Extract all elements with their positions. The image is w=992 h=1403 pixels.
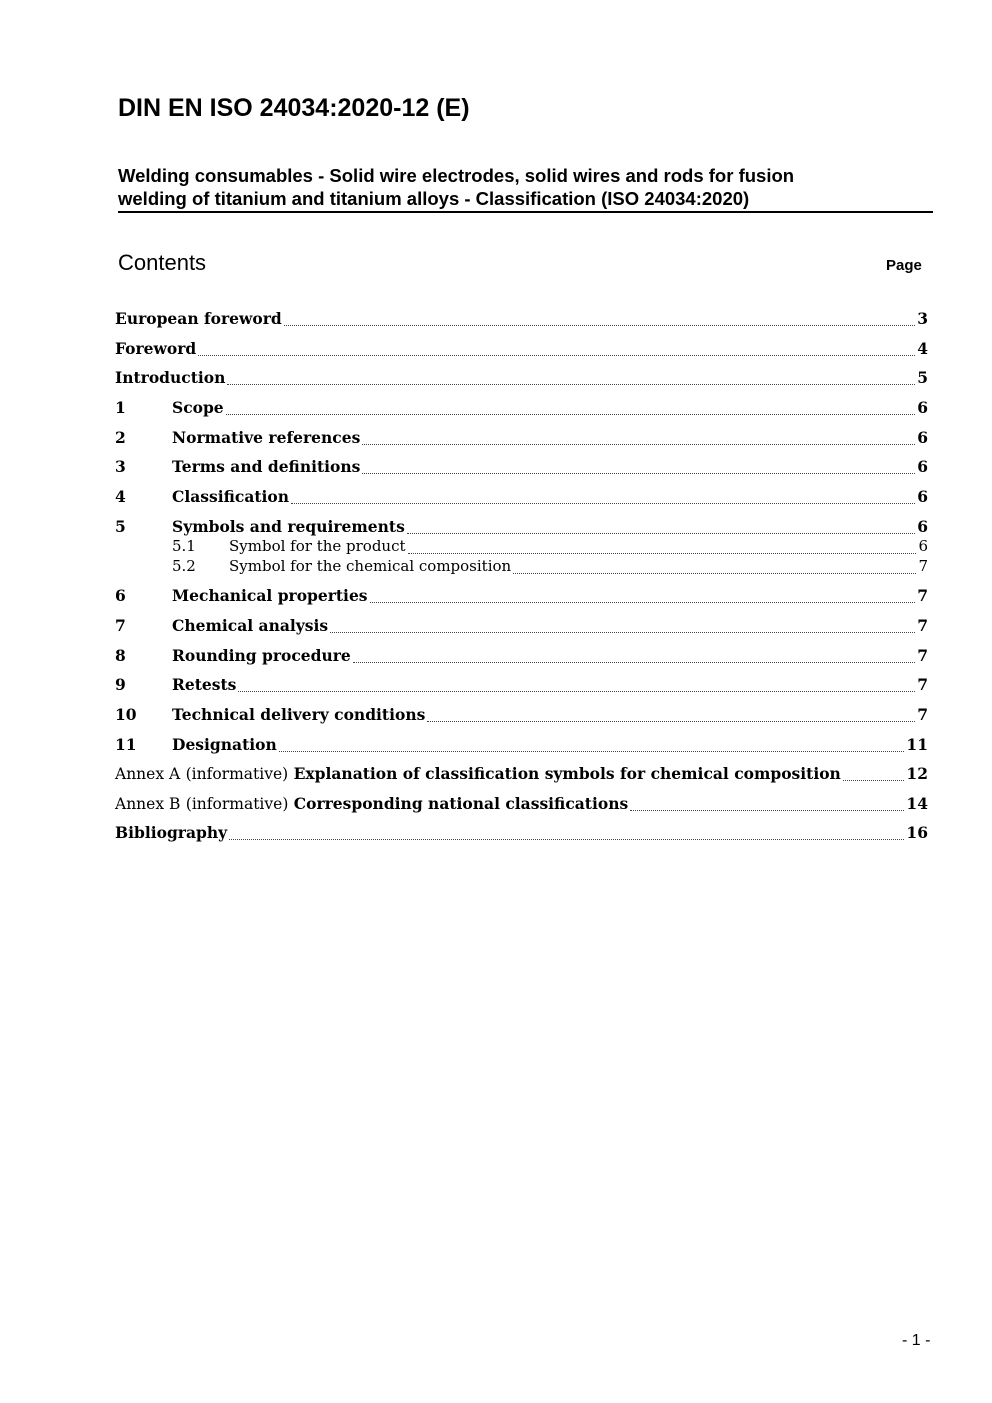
toc-label: Designation [172,735,277,754]
toc-dot-leader [427,721,915,722]
toc-label: Bibliography [115,823,228,842]
toc-page-number: 6 [918,537,928,555]
toc-label: Symbols and requirements [172,517,405,536]
footer-page-number: - 1 - [902,1332,931,1349]
toc-entry-designation[interactable] [115,735,928,757]
toc-dot-leader [291,503,915,504]
annex-prefix: Annex A [115,765,181,783]
annex-prefix: Annex B [115,795,181,813]
toc-page-number: 7 [918,557,928,575]
toc-label: Normative references [172,428,361,447]
toc-page-number: 5 [917,368,928,387]
toc-dot-leader [513,573,916,574]
toc-entry-symbol-for-chemical-composition[interactable] [115,557,928,579]
toc-label: Symbol for the product [229,537,406,555]
toc-entry-symbol-for-product[interactable] [115,537,928,559]
toc-label: Mechanical properties [172,586,368,605]
contents-heading: Contents [118,250,207,275]
annex-title: Corresponding national classifications [293,794,629,813]
toc-dot-leader [408,553,917,554]
toc-label: Classification [172,487,290,506]
toc-section-number: 9 [115,675,126,694]
toc-entry-scope[interactable] [115,398,928,420]
toc-entry-normative-references[interactable] [115,428,928,450]
toc-section-number: 4 [115,487,126,506]
document-number: DIN EN ISO 24034:2020-12 (E) [118,94,470,122]
toc-label: Chemical analysis [172,616,329,635]
toc-entry-annex-a[interactable] [115,764,928,786]
toc-label: Retests [172,675,237,694]
toc-dot-leader [370,602,916,603]
toc-label: Introduction [115,368,226,387]
toc-entry-introduction[interactable] [115,368,928,390]
toc-page-number: 3 [917,309,928,328]
toc-label: Technical delivery conditions [172,705,426,724]
toc-page-number: 6 [917,457,928,476]
toc-section-number: 5.1 [172,537,196,555]
page-column-heading: Page [886,257,922,274]
toc-section-number: 5.2 [172,557,196,575]
toc-label: Scope [172,398,224,417]
toc-section-number: 5 [115,517,126,536]
toc-label: Rounding procedure [172,646,351,665]
toc-entry-bibliography[interactable] [115,823,928,845]
toc-page-number: 6 [917,517,928,536]
toc-section-number: 8 [115,646,126,665]
toc-entry-european-foreword[interactable] [115,309,928,331]
toc-section-number: 10 [115,705,137,724]
toc-dot-leader [362,473,915,474]
toc-section-number: 7 [115,616,126,635]
toc-dot-leader [229,839,904,840]
toc-section-number: 2 [115,428,126,447]
toc-dot-leader [843,780,905,781]
toc-page-number: 7 [917,616,928,635]
toc-section-number: 11 [115,735,137,754]
toc-label: Foreword [115,339,197,358]
toc-page-number: 6 [917,398,928,417]
toc-dot-leader [226,414,916,415]
toc-entry-technical-delivery-conditions[interactable] [115,705,928,727]
toc-label: Symbol for the chemical composition [229,557,512,575]
toc-page-number: 14 [906,794,928,813]
toc-page-number: 7 [917,675,928,694]
toc-entry-retests[interactable] [115,675,928,697]
annex-note: (informative) [185,795,289,813]
document-title [118,164,933,213]
annex-note: (informative) [185,765,289,783]
annex-title: Explanation of classification symbols for chemical composition [293,764,841,783]
toc-page-number: 7 [917,586,928,605]
toc-dot-leader [279,751,905,752]
toc-page-number: 6 [917,428,928,447]
title-line-1: Welding consumables - Solid wire electrodes, solid wires and rods for fusion [118,165,795,186]
toc-page-number: 16 [906,823,928,842]
toc-entry-classification[interactable] [115,487,928,509]
toc-section-number: 6 [115,586,126,605]
toc-dot-leader [630,810,904,811]
toc-entry-symbols-and-requirements[interactable] [115,517,928,539]
toc-label: Terms and definitions [172,457,361,476]
toc-entry-annex-b[interactable] [115,794,928,816]
title-line-2: welding of titanium and titanium alloys - Classification (ISO 24034:2020) [118,188,750,209]
toc-dot-leader [362,444,915,445]
toc-page-number: 4 [917,339,928,358]
toc-page-number: 12 [906,764,928,783]
toc-entry-chemical-analysis[interactable] [115,616,928,638]
toc-dot-leader [353,662,915,663]
toc-label: European foreword [115,309,282,328]
toc-page-number: 6 [917,487,928,506]
toc-label [115,794,628,813]
toc-dot-leader [198,355,915,356]
toc-dot-leader [330,632,915,633]
toc-entry-foreword[interactable] [115,339,928,361]
toc-dot-leader [227,384,915,385]
toc-section-number: 3 [115,457,126,476]
toc-page-number: 11 [906,735,928,754]
toc-entry-terms-and-definitions[interactable] [115,457,928,479]
toc-dot-leader [407,533,915,534]
toc-dot-leader [238,691,915,692]
toc-page-number: 7 [917,705,928,724]
toc-label [115,764,841,783]
toc-page-number: 7 [917,646,928,665]
toc-entry-rounding-procedure[interactable] [115,646,928,668]
toc-dot-leader [284,325,915,326]
toc-section-number: 1 [115,398,126,417]
toc-entry-mechanical-properties[interactable] [115,586,928,608]
